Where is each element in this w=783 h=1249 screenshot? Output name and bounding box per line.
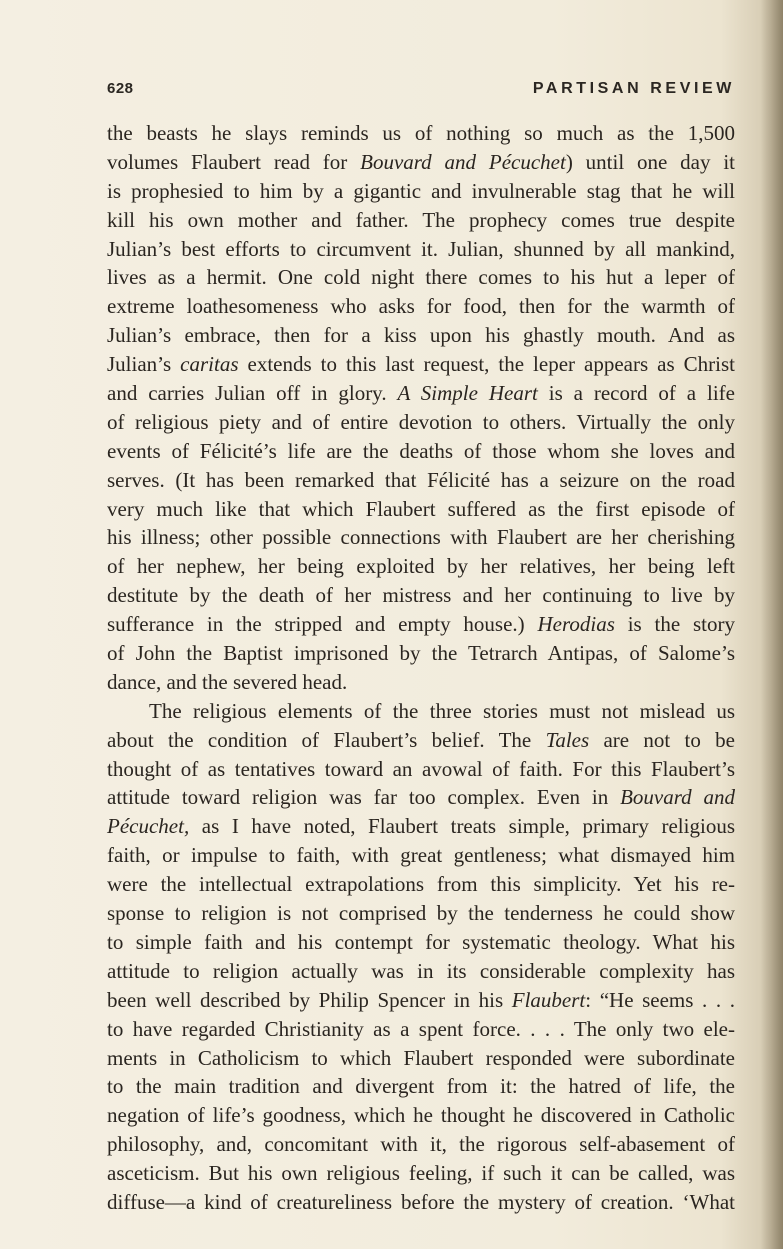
italic-title: Pécuchet, (107, 814, 190, 839)
text-run: diffuse—a kind of creatureliness before the mystery of creation. ‘What (107, 1189, 735, 1214)
text-line (107, 1188, 735, 1217)
text-run: been well described by Philip Spencer in his (107, 987, 512, 1012)
text-line (107, 292, 735, 321)
text-line (107, 437, 735, 466)
text-run: to have regarded Christianity as a spent force. . . . The only two ele- (107, 1016, 735, 1041)
running-head: PARTISAN REVIEW (532, 80, 735, 97)
text-line (107, 408, 735, 437)
text-line (107, 1130, 735, 1159)
italic-title: Bouvard and (620, 785, 735, 810)
text-line (107, 697, 735, 726)
text-line (107, 1101, 735, 1130)
text-run: to simple faith and his contempt for systematic theology. What his (107, 929, 735, 954)
italic-title: caritas (180, 352, 239, 377)
text-run: are not to be (589, 727, 735, 752)
text-line (107, 610, 735, 639)
text-line (107, 1159, 735, 1188)
text-run: Julian’s (107, 352, 181, 377)
text-line (107, 350, 735, 379)
page-number: 628 (107, 80, 134, 97)
text-run: Julian’s embrace, then for a kiss upon his ghastly mouth. And as (107, 323, 735, 348)
text-line (107, 552, 735, 581)
text-line (107, 783, 735, 812)
text-run: is prophesied to him by a gigantic and invulnerable stag that he will (107, 178, 735, 203)
page-header (107, 80, 735, 102)
text-run: Julian’s best efforts to circumvent it. Julian, shunned by all mankind, (107, 236, 735, 261)
text-run: asceticism. But his own religious feeling, if such it can be called, was (107, 1161, 735, 1186)
text-run: philosophy, and, concomitant with it, the rigorous self-abasement of (107, 1132, 735, 1157)
text-line (107, 812, 735, 841)
text-run: of religious piety and of entire devotion to others. Virtually the only (107, 409, 735, 434)
text-run: attitude to religion actually was in its considerable complexity has (107, 958, 735, 983)
page-edge-shadow (761, 0, 783, 1249)
text-run: sufferance in the stripped and empty house.) (107, 612, 538, 637)
text-run: is the story (614, 612, 735, 637)
italic-title: Bouvard and Pécuchet (360, 149, 566, 174)
italic-title: Flaubert (511, 987, 586, 1012)
text-line (107, 986, 735, 1015)
text-line (107, 899, 735, 928)
text-run: kill his own mother and father. The prophecy comes true despite (107, 207, 735, 232)
text-run: thought of as tentatives toward an avowal of faith. For this Flaubert’s (107, 756, 735, 781)
text-run: his illness; other possible connections with Flaubert are her cherishing (107, 525, 735, 550)
text-run: ments in Catholicism to which Flaubert responded were subordinate (107, 1045, 735, 1070)
text-run: faith, or impulse to faith, with great gentleness; what dismayed him (107, 843, 735, 868)
text-line (107, 581, 735, 610)
text-line (107, 755, 735, 784)
text-line (107, 1044, 735, 1073)
text-run: extends to this last request, the leper appears as Christ (238, 352, 735, 377)
text-run: extreme loathesomeness who asks for food, then for the warmth of (107, 294, 735, 319)
text-line (107, 957, 735, 986)
text-line (107, 668, 735, 697)
text-line (107, 263, 735, 292)
text-run: serves. (It has been remarked that Félicité has a seizure on the road (107, 467, 735, 492)
body-text (107, 119, 735, 1217)
text-run: as I have noted, Flaubert treats simple, primary religious (189, 814, 735, 839)
text-line (107, 841, 735, 870)
text-line (107, 928, 735, 957)
text-line (107, 119, 735, 148)
text-line (107, 1015, 735, 1044)
text-line (107, 206, 735, 235)
text-line (107, 321, 735, 350)
text-line (107, 870, 735, 899)
text-run: sponse to religion is not comprised by the tenderness he could show (107, 901, 735, 926)
text-line (107, 1072, 735, 1101)
text-run: lives as a hermit. One cold night there comes to his hut a leper of (107, 265, 735, 290)
text-run: to the main tradition and divergent from it: the hatred of life, the (107, 1074, 735, 1099)
text-run: attitude toward religion was far too complex. Even in (107, 785, 621, 810)
text-run: volumes Flaubert read for (107, 149, 361, 174)
text-line (107, 379, 735, 408)
text-run: negation of life’s goodness, which he thought he discovered in Catholic (107, 1103, 735, 1128)
text-run: and carries Julian off in glory. (107, 381, 398, 406)
text-line (107, 726, 735, 755)
text-run: The religious elements of the three stories must not mislead us (149, 698, 735, 723)
text-run: were the intellectual extrapolations from this simplicity. Yet his re- (107, 872, 735, 897)
italic-title: Herodias (537, 612, 615, 637)
text-run: very much like that which Flaubert suffered as the first episode of (107, 496, 735, 521)
text-run: : “He seems . . . (585, 987, 736, 1012)
text-line (107, 235, 735, 264)
italic-title: A Simple Heart (397, 381, 538, 406)
italic-title: Tales (545, 727, 590, 752)
text-run: is a record of a life (537, 381, 735, 406)
text-line (107, 495, 735, 524)
text-line (107, 639, 735, 668)
text-run: events of Félicité’s life are the deaths of those whom she loves and (107, 438, 735, 463)
text-line (107, 523, 735, 552)
text-line (107, 177, 735, 206)
text-run: of John the Baptist imprisoned by the Tetrarch Antipas, of Salome’s (107, 641, 735, 666)
text-run: dance, and the severed head. (107, 669, 348, 694)
text-run: the beasts he slays reminds us of nothing so much as the 1,500 (107, 121, 735, 145)
text-run: of her nephew, her being exploited by her relatives, her being left (107, 554, 735, 579)
text-line (107, 466, 735, 495)
text-run: about the condition of Flaubert’s belief. The (107, 727, 546, 752)
text-line (107, 148, 735, 177)
text-run: destitute by the death of her mistress and her continuing to live by (107, 583, 735, 608)
text-run: ) until one day it (565, 149, 735, 174)
